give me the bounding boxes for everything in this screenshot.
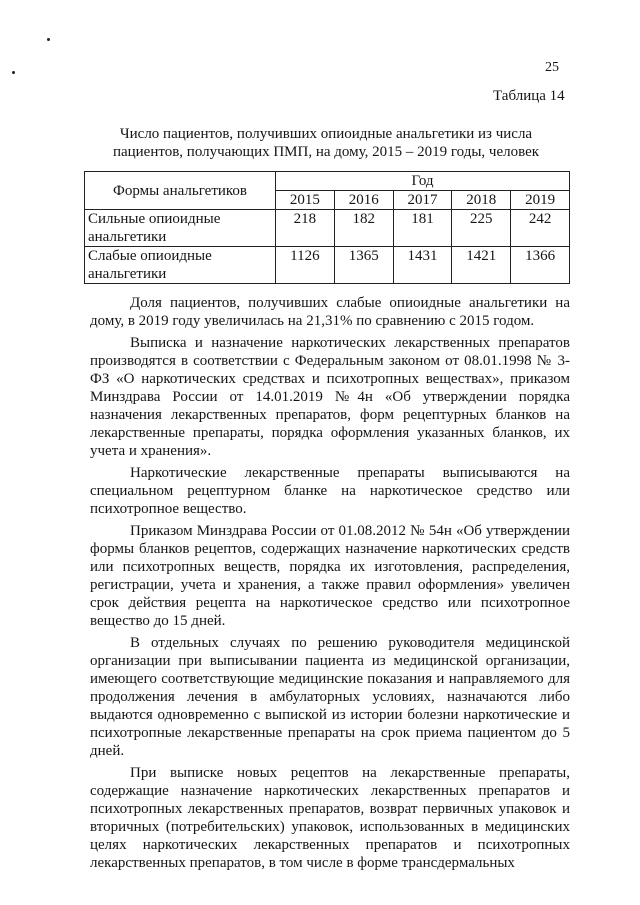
header-forms: Формы анальгетиков [85, 172, 276, 210]
row-name-strong: Сильные опиоидные анальгетики [85, 210, 276, 247]
row-name-weak: Слабые опиоидные анальгетики [85, 247, 276, 284]
year-2015: 2015 [276, 191, 335, 210]
cell-value: 181 [393, 210, 452, 247]
year-2019: 2019 [511, 191, 570, 210]
header-year: Год [276, 172, 570, 191]
cell-value: 242 [511, 210, 570, 247]
cell-value: 225 [452, 210, 511, 247]
page-number: 25 [545, 60, 559, 75]
paragraph: При выписке новых рецептов на лекарственные препараты, содержащие назначение наркотических лекарственных препаратов и психотропных лекарственных препаратов, возврат первичных упаковок и вторичных (потребительских) упаковок, использованных в медицинских целях наркотических лекарственных препаратов и психотропных лекарственных препаратов, в том числе в форме трансдермальных [90, 765, 570, 871]
year-2017: 2017 [393, 191, 452, 210]
table-caption [90, 125, 562, 161]
table-label: Таблица 14 [493, 88, 565, 104]
cell-value: 218 [276, 210, 335, 247]
paragraph: Наркотические лекарственные препараты выписываются на специальном рецептурном бланке на наркотическое средство или психотропное вещество. [90, 465, 570, 517]
paragraph: Выписка и назначение наркотических лекарственных препаратов производятся в соответствии с Федеральным законом от 08.01.1998 № 3-ФЗ «О наркотических средствах и психотропных веществах», приказом Минздрава России от 14.01.2019 №4н «Об утверждении порядка назначения лекарственных препаратов, форм рецептурных бланков на лекарственные препараты, порядка оформления указанных бланков, их учета и хранения». [90, 335, 570, 459]
body-text [90, 294, 570, 876]
cell-value: 1365 [334, 247, 393, 284]
paragraph: Доля пациентов, получивших слабые опиоидные анальгетики на дому, в 2019 году увеличилась на 21,31% по сравнению с 2015 годом. [90, 295, 570, 329]
table-header-row [85, 172, 570, 191]
caption-line: пациентов, получающих ПМП, на дому, 2015 – 2019 годы, человек [112, 144, 540, 160]
caption-line: Число пациентов, получивших опиоидные анальгетики из числа [119, 126, 533, 142]
cell-value: 1421 [452, 247, 511, 284]
scan-speck [12, 71, 15, 74]
cell-value: 1366 [511, 247, 570, 284]
cell-value: 1431 [393, 247, 452, 284]
year-2016: 2016 [334, 191, 393, 210]
paragraph: Приказом Минздрава России от 01.08.2012 № 54н «Об утверждении формы бланков рецептов, содержащих назначение наркотических средств или психотропных веществ, порядка их изготовления, распределения, регистрации, учета и хранения, а также правил оформления» увеличен срок действия рецепта на наркотическое средство или психотропное вещество до 15 дней. [90, 523, 570, 629]
cell-value: 182 [334, 210, 393, 247]
year-2018: 2018 [452, 191, 511, 210]
scan-speck [47, 38, 50, 41]
cell-value: 1126 [276, 247, 335, 284]
table-row [85, 247, 570, 284]
analgesics-table [84, 171, 570, 284]
paragraph: В отдельных случаях по решению руководителя медицинской организации при выписывании пациента из медицинской организации, имеющего соответствующие медицинские показания и направляемого для продолжения лечения в амбулаторных условиях, назначаются либо выдаются одновременно с выпиской из истории болезни наркотические и психотропные лекарственные препараты на срок приема пациентом до 5 дней. [90, 635, 570, 759]
table-row [85, 210, 570, 247]
